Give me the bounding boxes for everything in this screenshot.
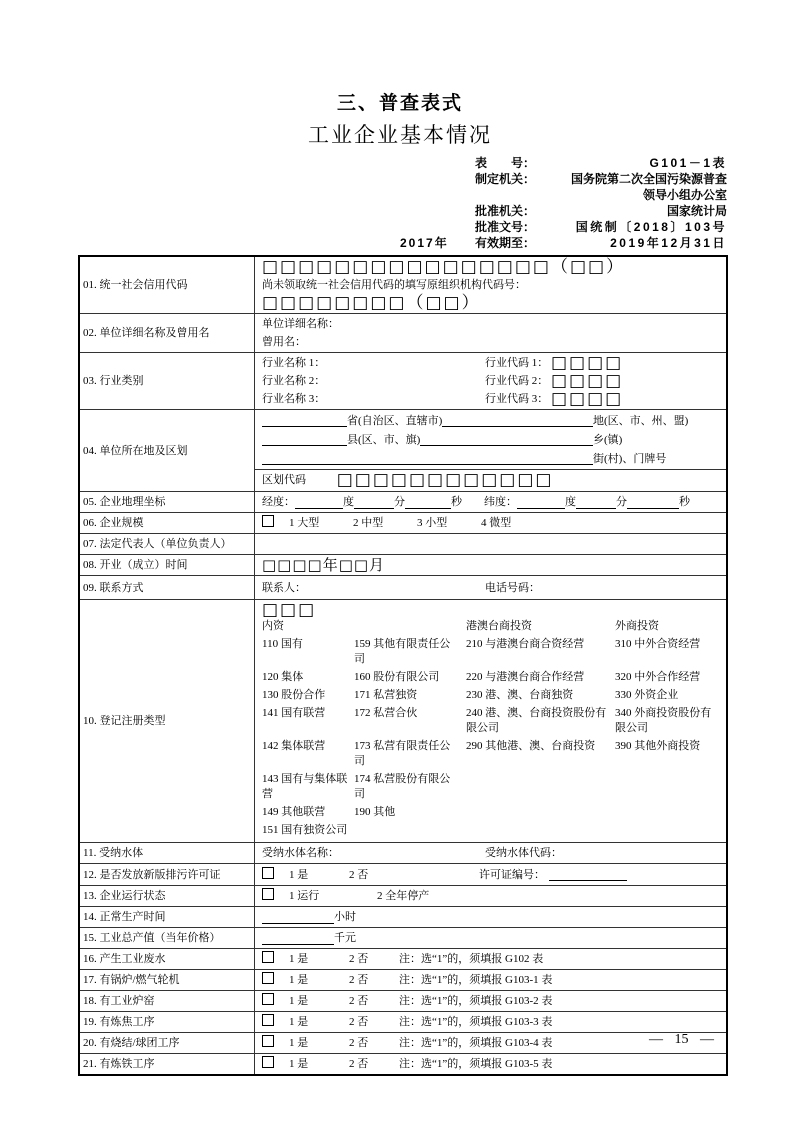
row-18-industrial-kiln xyxy=(80,990,726,1011)
meta-label: 表 号： xyxy=(475,156,536,170)
row-19-coking-process xyxy=(80,1011,726,1032)
row-08-opening-date xyxy=(80,554,726,575)
permit-option-no[interactable]: 2 否 xyxy=(349,868,369,881)
row-label: 18. 有工业炉窑 xyxy=(80,991,255,1011)
reg-option[interactable]: 151 国有独资公司 xyxy=(262,824,348,836)
reg-option[interactable]: 390 其他外商投资 xyxy=(615,740,701,752)
industry-code-1-boxes[interactable]: □□□□ xyxy=(551,353,624,373)
row-label: 06. 企业规模 xyxy=(80,513,255,533)
row-label: 01. 统一社会信用代码 xyxy=(80,257,255,313)
prefecture-blank[interactable] xyxy=(442,414,593,427)
meta-value: 领导小组办公室 xyxy=(642,188,727,202)
reg-option xyxy=(615,772,719,805)
row-12-discharge-permit xyxy=(80,863,726,885)
permit-number-blank[interactable] xyxy=(549,868,627,881)
meta-label: 批准机关： xyxy=(475,204,536,218)
longitude-label: 经度： xyxy=(262,496,295,508)
reg-option[interactable]: 240 港、澳、台商投资股份有限公司 xyxy=(466,707,607,734)
option-no[interactable]: 2 否 xyxy=(349,1016,369,1028)
reg-option xyxy=(466,772,615,805)
sec-unit: 秒 xyxy=(451,496,462,508)
row-note: 注：选“1”的，须填报 G103-3 表 xyxy=(399,1016,553,1028)
row-label: 13. 企业运行状态 xyxy=(80,886,255,906)
row-label: 11. 受纳水体 xyxy=(80,843,255,863)
boiler-checkbox[interactable] xyxy=(262,972,274,984)
status-option-running[interactable]: 1 运行 xyxy=(289,890,320,902)
reg-option[interactable]: 320 中外合作经营 xyxy=(615,671,701,683)
reg-option xyxy=(615,805,719,823)
industry-name-3-field[interactable]: 行业名称 3： xyxy=(262,393,326,405)
row-label: 14. 正常生产时间 xyxy=(80,907,255,927)
division-code-boxes[interactable]: □□□□□□□□□□□□ xyxy=(336,470,554,490)
meta-prefix xyxy=(400,219,475,235)
county-suffix: 县(区、市、旗) xyxy=(347,434,421,446)
kiln-checkbox[interactable] xyxy=(262,993,274,1005)
row-09-contact-info xyxy=(80,575,726,599)
row-14-production-hours xyxy=(80,906,726,927)
row-07-legal-representative xyxy=(80,533,726,554)
page-number: — 15 — xyxy=(649,1032,714,1047)
former-name-field[interactable]: 曾用名： xyxy=(262,336,306,348)
meta-line-approving-agency xyxy=(400,203,727,219)
option-yes[interactable]: 1 是 xyxy=(289,995,309,1007)
meta-value: G101－1表 xyxy=(649,156,727,170)
org-code-boxes[interactable]: □□□□□□□□（□□） xyxy=(262,293,481,313)
row-21-ironmaking-process xyxy=(80,1053,726,1074)
reg-col-header-foreign: 外商投资 xyxy=(615,620,659,632)
row-note: 注：选“1”的，须填报 G103-4 表 xyxy=(399,1037,553,1049)
county-blank[interactable] xyxy=(262,433,347,446)
latitude-min-blank[interactable] xyxy=(576,496,616,509)
meta-prefix xyxy=(400,171,475,187)
longitude-min-blank[interactable] xyxy=(354,496,394,509)
reg-option[interactable]: 340 外商投资股份有限公司 xyxy=(615,707,712,734)
meta-label xyxy=(475,187,539,203)
org-code-note: 尚未领取统一社会信用代码的填写原组织机构代码号： xyxy=(262,279,526,291)
option-yes[interactable]: 1 是 xyxy=(289,974,309,986)
industry-code-3-boxes[interactable]: □□□□ xyxy=(551,389,624,409)
industry-code-2-boxes[interactable]: □□□□ xyxy=(551,371,624,391)
reg-option[interactable]: 142 集体联营 xyxy=(262,740,326,752)
output-value-blank[interactable] xyxy=(262,932,334,945)
scale-option-medium[interactable]: 2 中型 xyxy=(353,517,384,529)
township-suffix: 乡(镇) xyxy=(593,434,623,446)
reg-option[interactable]: 120 集体 xyxy=(262,671,304,683)
row-label: 15. 工业总产值（当年价格） xyxy=(80,928,255,948)
status-option-shutdown[interactable]: 2 全年停产 xyxy=(377,890,430,902)
row-label: 10. 登记注册类型 xyxy=(80,600,255,842)
reg-option[interactable]: 290 其他港、澳、台商投资 xyxy=(466,740,596,752)
reg-option[interactable]: 174 私营股份有限公司 xyxy=(354,773,451,800)
latitude-sec-blank[interactable] xyxy=(627,496,679,509)
meta-line-table-no xyxy=(400,155,727,171)
reg-option xyxy=(354,823,466,841)
permit-number-label: 许可证编号： xyxy=(479,868,545,881)
reg-option[interactable]: 141 国有联营 xyxy=(262,707,326,719)
row-label: 16. 产生工业废水 xyxy=(80,949,255,969)
reg-option xyxy=(466,805,615,823)
option-yes[interactable]: 1 是 xyxy=(289,1058,309,1070)
sintering-checkbox[interactable] xyxy=(262,1035,274,1047)
row-16-industrial-wastewater xyxy=(80,948,726,969)
min-unit: 分 xyxy=(394,496,405,508)
row-02-unit-name xyxy=(80,313,726,352)
reg-option[interactable]: 330 外资企业 xyxy=(615,689,679,701)
province-suffix: 省(自治区、直辖市) xyxy=(347,415,443,427)
row-label: 17. 有锅炉/燃气轮机 xyxy=(80,970,255,990)
row-label: 19. 有炼焦工序 xyxy=(80,1012,255,1032)
industry-code-1-field[interactable]: 行业代码 1： □□□□ xyxy=(485,353,624,373)
form-meta-block xyxy=(400,155,727,251)
row-10-registration-type xyxy=(80,599,726,842)
scale-checkbox[interactable] xyxy=(262,515,274,527)
meta-prefix xyxy=(400,203,475,219)
row-label: 21. 有炼铁工序 xyxy=(80,1054,255,1074)
row-label: 08. 开业（成立）时间 xyxy=(80,555,255,575)
reg-col-header-domestic: 内资 xyxy=(262,620,284,632)
permit-option-yes[interactable]: 1 是 xyxy=(289,868,309,881)
reg-col-header-blank xyxy=(354,619,466,637)
row-label: 07. 法定代表人（单位负责人） xyxy=(80,534,255,554)
province-blank[interactable] xyxy=(262,414,347,427)
meta-prefix xyxy=(400,187,475,203)
option-yes[interactable]: 1 是 xyxy=(289,953,309,965)
reg-option[interactable]: 173 私营有限责任公司 xyxy=(354,740,451,767)
option-no[interactable]: 2 否 xyxy=(349,953,369,965)
reg-option xyxy=(466,823,615,841)
reg-option[interactable]: 160 股份有限公司 xyxy=(354,671,440,683)
reg-option[interactable]: 149 其他联营 xyxy=(262,806,326,818)
row-06-enterprise-scale xyxy=(80,512,726,533)
row-note: 注：选“1”的，须填报 G103-5 表 xyxy=(399,1058,553,1070)
page-title: 工业企业基本情况 xyxy=(308,123,492,147)
row-17-boiler-gas-turbine xyxy=(80,969,726,990)
scale-option-micro[interactable]: 4 微型 xyxy=(481,517,512,529)
option-yes[interactable]: 1 是 xyxy=(289,1016,309,1028)
longitude-sec-blank[interactable] xyxy=(405,496,451,509)
reg-option[interactable]: 220 与港澳台商合作经营 xyxy=(466,671,585,683)
latitude-label: 纬度： xyxy=(484,496,517,508)
form-table xyxy=(78,255,728,1076)
reg-option[interactable]: 130 股份合作 xyxy=(262,689,326,701)
unit-name-field[interactable]: 单位详细名称： xyxy=(262,318,339,330)
scale-option-small[interactable]: 3 小型 xyxy=(417,517,448,529)
water-code-field[interactable]: 受纳水体代码： xyxy=(485,847,562,859)
option-no[interactable]: 2 否 xyxy=(349,1058,369,1070)
sec-unit: 秒 xyxy=(679,496,690,508)
meta-line-issuing-agency xyxy=(400,171,727,187)
industry-name-1-field[interactable]: 行业名称 1： xyxy=(262,357,326,369)
meta-line-issuing-agency-2 xyxy=(400,187,727,203)
row-label: 12. 是否发放新版排污许可证 xyxy=(80,864,255,885)
prefecture-suffix: 地(区、市、州、盟) xyxy=(593,415,689,427)
reg-option[interactable]: 110 国有 xyxy=(262,638,303,650)
row-label: 20. 有烧结/球团工序 xyxy=(80,1033,255,1053)
meta-value: 国务院第二次全国污染源普查 xyxy=(570,172,727,186)
hours-unit: 小时 xyxy=(334,911,356,923)
water-name-field[interactable]: 受纳水体名称： xyxy=(262,847,339,859)
row-05-geo-coordinates xyxy=(80,491,726,512)
meta-year: 2017年 xyxy=(400,236,449,250)
row-11-receiving-water xyxy=(80,842,726,863)
deg-unit: 度 xyxy=(565,496,576,508)
coking-checkbox[interactable] xyxy=(262,1014,274,1026)
ironmaking-checkbox[interactable] xyxy=(262,1056,274,1068)
reg-col-header-hmt: 港澳台商投资 xyxy=(466,620,532,632)
meta-line-validity xyxy=(400,235,727,251)
row-label: 03. 行业类别 xyxy=(80,353,255,409)
reg-option[interactable]: 159 其他有限责任公司 xyxy=(354,638,451,665)
status-checkbox[interactable] xyxy=(262,888,274,900)
phone-number-field[interactable]: 电话号码： xyxy=(485,581,540,594)
meta-line-approval-doc-no xyxy=(400,219,727,235)
reg-option[interactable]: 210 与港澳台商合资经营 xyxy=(466,638,585,650)
min-unit: 分 xyxy=(616,496,627,508)
credit-code-boxes[interactable]: □□□□□□□□□□□□□□□□（□□） xyxy=(262,257,626,277)
opening-date-boxes[interactable]: □□□□年□□月 xyxy=(262,555,386,574)
industry-name-2-field[interactable]: 行业名称 2： xyxy=(262,375,326,387)
meta-label: 有效期至： xyxy=(475,236,536,250)
reg-option[interactable]: 171 私营独资 xyxy=(354,689,418,701)
option-no[interactable]: 2 否 xyxy=(349,974,369,986)
meta-value: 国统制〔2018〕103号 xyxy=(575,220,727,234)
longitude-deg-blank[interactable] xyxy=(295,496,343,509)
street-blank[interactable] xyxy=(262,452,593,465)
row-label: 02. 单位详细名称及曾用名 xyxy=(80,314,255,352)
production-hours-blank[interactable] xyxy=(262,911,334,924)
meta-label: 批准文号： xyxy=(475,220,536,234)
row-label: 05. 企业地理坐标 xyxy=(80,492,255,512)
contact-person-field[interactable]: 联系人： xyxy=(262,581,306,594)
meta-value: 2019年12月31日 xyxy=(610,236,727,250)
row-03-industry-category xyxy=(80,352,726,409)
row-15-gross-output-value xyxy=(80,927,726,948)
wastewater-checkbox[interactable] xyxy=(262,951,274,963)
registration-type-boxes[interactable]: □□□ xyxy=(262,600,317,620)
currency-unit: 千元 xyxy=(334,932,356,944)
option-yes[interactable]: 1 是 xyxy=(289,1037,309,1049)
industry-code-3-field[interactable]: 行业代码 3： □□□□ xyxy=(485,389,624,409)
reg-option[interactable]: 190 其他 xyxy=(354,806,396,818)
row-13-operation-status xyxy=(80,885,726,906)
section-title: 三、普查表式 xyxy=(336,93,463,114)
reg-option[interactable]: 143 国有与集体联营 xyxy=(262,773,348,800)
street-suffix: 街(村)、门牌号 xyxy=(593,453,667,465)
row-label: 09. 联系方式 xyxy=(80,576,255,599)
legal-representative-field[interactable] xyxy=(255,534,726,554)
reg-option[interactable]: 172 私营合伙 xyxy=(354,707,418,719)
row-note: 注：选“1”的，须填报 G102 表 xyxy=(399,953,544,965)
reg-option xyxy=(615,823,719,841)
row-01-unified-social-credit-code xyxy=(80,257,726,313)
row-04-location-division xyxy=(80,409,726,491)
latitude-deg-blank[interactable] xyxy=(517,496,565,509)
row-note: 注：选“1”的，须填报 G103-1 表 xyxy=(399,974,553,986)
reg-option[interactable]: 310 中外合资经营 xyxy=(615,638,701,650)
row-note: 注：选“1”的，须填报 G103-2 表 xyxy=(399,995,553,1007)
meta-prefix xyxy=(400,155,475,171)
industry-code-2-field[interactable]: 行业代码 2： □□□□ xyxy=(485,371,624,391)
option-no[interactable]: 2 否 xyxy=(349,995,369,1007)
option-no[interactable]: 2 否 xyxy=(349,1037,369,1049)
row-label: 04. 单位所在地及区划 xyxy=(80,410,255,491)
row-20-sintering-pelletizing xyxy=(80,1032,726,1053)
township-blank[interactable] xyxy=(420,433,593,446)
meta-label: 制定机关： xyxy=(475,172,536,186)
permit-checkbox[interactable] xyxy=(262,867,274,879)
scale-option-large[interactable]: 1 大型 xyxy=(289,517,320,529)
meta-value: 国家统计局 xyxy=(666,204,727,218)
division-code-label: 区划代码 xyxy=(262,474,306,486)
reg-option[interactable]: 230 港、澳、台商独资 xyxy=(466,689,574,701)
deg-unit: 度 xyxy=(343,496,354,508)
